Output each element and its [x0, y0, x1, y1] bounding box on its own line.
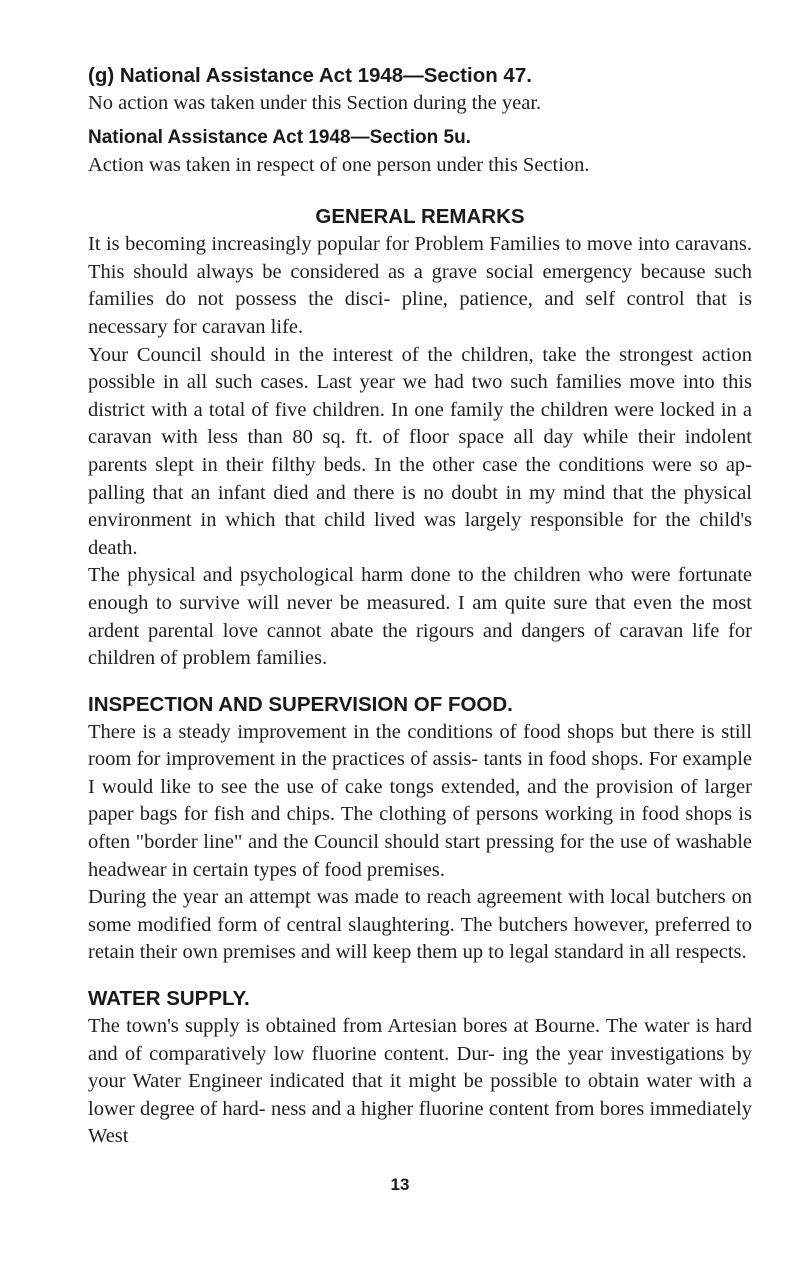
section-50-text: Action was taken in respect of one person under this Section. — [88, 153, 590, 176]
water-supply-paragraph-1: The town's supply is obtained from Artesian bores at Bourne. The water is hard and of comparatively low fluorine content. Dur- ing the year investigations by your Water Engineer indicated that it might be possible to obtain water with a lower degree of hard- ness and a higher fluorine content from bores immediately West — [88, 1015, 752, 1148]
page-number: 13 — [390, 1175, 410, 1194]
section-47-heading: (g) National Assistance Act 1948—Section 47. — [88, 64, 532, 87]
food-inspection-paragraph-1: There is a steady improvement in the conditions of food shops but there is still room for improvement in the practices of assis- tants in food shops. For example I would like to see the use of cake tongs extended, and the provision of larger paper bags for fish and chips. The clothing of persons working in food shops is often "border line" and the Council should start pressing for the use of washable headwear in certain types of food premises. — [88, 720, 752, 881]
food-inspection-paragraph-2: During the year an attempt was made to reach agreement with local butchers on some modified form of central slaughtering. The butchers however, preferred to retain their own premises and will keep them up to legal standard in all respects. — [88, 886, 752, 964]
water-supply-heading: WATER SUPPLY. — [88, 987, 250, 1011]
document-page — [88, 62, 752, 1151]
general-remarks-paragraph-3: The physical and psychological harm done to the children who were fortunate enough to survive will never be measured. I am quite sure that even the most ardent parental love cannot abate the rigours and dangers of caravan life for children of problem families. — [88, 564, 752, 670]
general-remarks-paragraph-1: It is becoming increasingly popular for Problem Families to move into caravans. This should always be considered as a grave social emergency because such families do not possess the disci- pline, patience, and self control that is necessary for caravan life. — [88, 233, 752, 338]
general-remarks-paragraph-2: Your Council should in the interest of the children, take the strongest action possible in all such cases. Last year we had two such families move into this district with a total of five children. In one family the children were locked in a caravan with less than 80 sq. ft. of floor space all day while their indolent parents slept in their filthy beds. In the other case the conditions were so ap- palling that an infant died and there is no doubt in my mind that the physical environment in which that child lived was largely responsible for the child's death. — [88, 343, 752, 559]
food-inspection-heading: INSPECTION AND SUPERVISION OF FOOD. — [88, 692, 513, 716]
general-remarks-heading: GENERAL REMARKS — [315, 205, 525, 229]
section-50-heading: National Assistance Act 1948—Section 5u. — [88, 126, 471, 148]
section-47-text: No action was taken under this Section during the year. — [88, 92, 542, 114]
